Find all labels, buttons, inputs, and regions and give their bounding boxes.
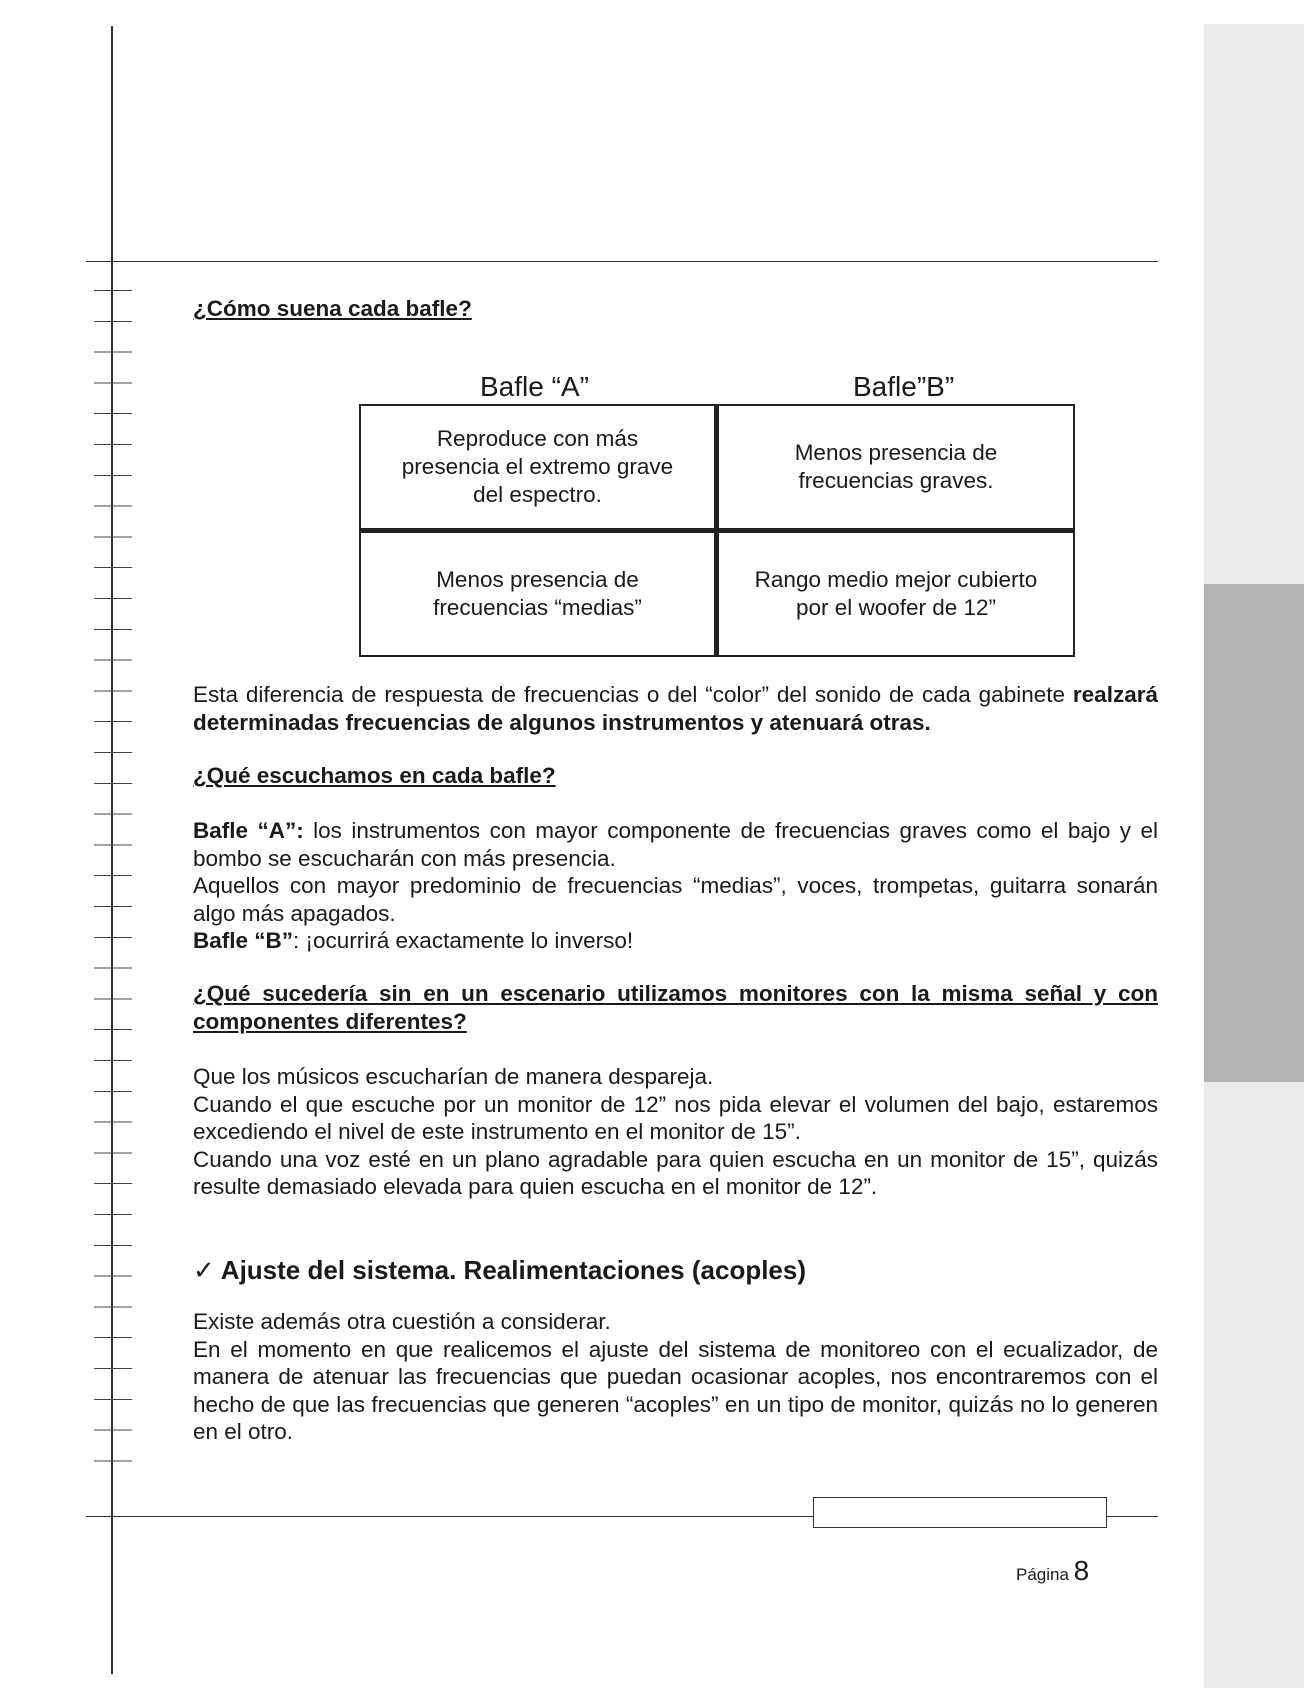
top-rule <box>86 261 1158 262</box>
table-cell: Reproduce con más presencia el extremo grave del espectro. <box>359 404 717 530</box>
paragraph-diferencia <box>193 681 1158 736</box>
col-title-b: Bafle”B” <box>853 371 955 402</box>
sucederia-line-2: Cuando el que escuche por un monitor de 12” nos pida elevar el volumen del bajo, estaremos excediendo el nivel de este instrumento en el monitor de 15”. <box>193 1091 1158 1144</box>
comparison-table <box>359 404 1075 657</box>
sucederia-line-3: Cuando una voz esté en un plano agradable para quien escucha en un monitor de 15”, quizás resulte demasiado elevada para quien escucha en el monitor de 12”. <box>193 1146 1158 1199</box>
sucederia-line-1: Que los músicos escucharían de manera despareja. <box>193 1064 714 1089</box>
ajuste-line-2: En el momento en que realicemos el ajuste del sistema de monitoreo con el ecualizador, de manera de atenuar las frecuencias que puedan ocasionar acoples, nos encontraremos con el hecho de que las frecuencias que generen “acoples” en un tipo de monitor, quizás no lo generen en el otro. <box>193 1336 1158 1444</box>
para1-bold: realzará determinadas frecuencias de algunos instrumentos y atenuará otras. <box>193 682 1158 735</box>
ajuste-title-text: Ajuste del sistema. Realimentaciones (acoples) <box>220 1255 807 1285</box>
section-que-sucederia <box>193 980 1158 1201</box>
binder-ticks <box>94 290 132 1470</box>
column-titles <box>193 323 1158 402</box>
bafle-a-text2: Aquellos con mayor predominio de frecuencias “medias”, voces, trompetas, guitarra sonarán algo más apagados. <box>193 873 1158 926</box>
page-box <box>813 1497 1107 1528</box>
bafle-b-label: Bafle “B” <box>193 928 294 953</box>
page-label: Página <box>1016 1565 1069 1584</box>
heading-como-suena: ¿Cómo suena cada bafle? <box>193 296 472 321</box>
ajuste-title <box>193 1255 1158 1286</box>
check-icon: ✓ <box>193 1255 215 1285</box>
heading-que-sucederia: ¿Qué sucedería sin en un escenario utilizamos monitores con la misma señal y con componentes diferentes? <box>193 981 1158 1034</box>
side-tab <box>1204 584 1304 1082</box>
table-cell: Menos presencia de frecuencias “medias” <box>359 530 717 657</box>
table-row <box>359 530 1075 657</box>
para1-normal: Esta diferencia de respuesta de frecuencias o del “color” del sonido de cada gabinete <box>193 682 1065 707</box>
ajuste-line-1: Existe además otra cuestión a considerar. <box>193 1309 611 1334</box>
section-como-suena <box>193 295 1158 402</box>
bafle-b-text: : ¡ocurrirá exactamente lo inverso! <box>293 928 634 953</box>
col-title-a: Bafle “A” <box>480 371 589 402</box>
page-number-value: 8 <box>1073 1555 1090 1586</box>
page-number <box>1016 1555 1089 1587</box>
table-row <box>359 404 1075 530</box>
section-que-escuchamos <box>193 762 1158 955</box>
heading-que-escuchamos: ¿Qué escuchamos en cada bafle? <box>193 763 556 788</box>
bafle-a-label: Bafle “A”: <box>193 818 304 843</box>
bafle-a-text: los instrumentos con mayor componente de frecuencias graves como el bajo y el bombo se escucharán con más presencia. <box>193 818 1158 871</box>
table-cell: Rango medio mejor cubierto por el woofer de 12” <box>717 530 1075 657</box>
section-ajuste <box>193 1255 1158 1446</box>
table-cell: Menos presencia de frecuencias graves. <box>717 404 1075 530</box>
